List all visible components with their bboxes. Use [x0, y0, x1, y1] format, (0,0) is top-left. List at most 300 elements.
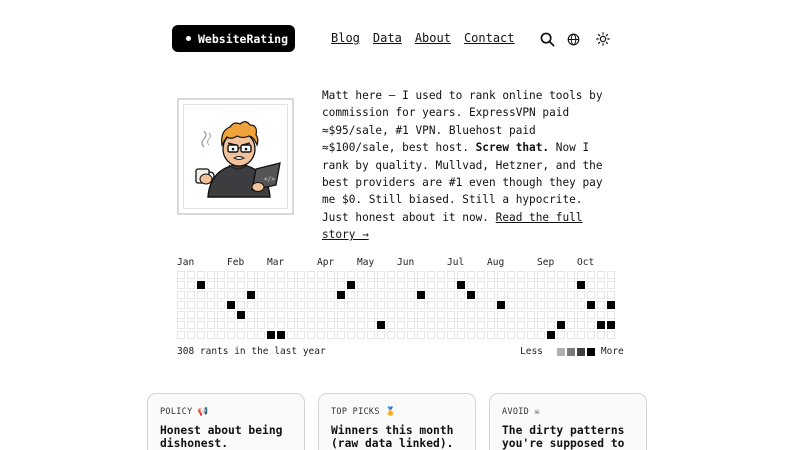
heatmap-cell-active [557, 321, 565, 329]
heatmap-cell [297, 291, 305, 299]
heatmap-cell [337, 311, 345, 319]
heatmap-cell [467, 271, 475, 279]
search-icon[interactable] [539, 31, 555, 47]
heatmap-cell [217, 311, 225, 319]
heatmap-cell [417, 331, 425, 339]
heatmap-cell [197, 331, 205, 339]
heatmap-cell-active [547, 331, 555, 339]
heatmap-cell [357, 311, 365, 319]
heatmap-cell [597, 291, 605, 299]
heatmap-cell [177, 281, 185, 289]
heatmap-cell [327, 311, 335, 319]
heatmap-cell-active [337, 291, 345, 299]
heatmap-legend [520, 346, 624, 357]
heatmap-cell [377, 281, 385, 289]
legend-swatch [557, 348, 565, 356]
heatmap-cell-active [277, 331, 285, 339]
heatmap-cell [267, 311, 275, 319]
legend-more-label: More [600, 346, 624, 357]
heatmap-cell [377, 311, 385, 319]
heatmap-cell [267, 301, 275, 309]
month-label: Apr [317, 257, 335, 268]
heatmap-cell [267, 291, 275, 299]
heatmap-cell [177, 291, 185, 299]
heatmap-cell [547, 281, 555, 289]
legend-swatch [567, 348, 575, 356]
heatmap-cell [397, 291, 405, 299]
read-full-story-link[interactable]: Read the full story → [322, 210, 583, 242]
month-label: Aug [487, 257, 505, 268]
heatmap-cell [177, 271, 185, 279]
month-label: Feb [227, 257, 245, 268]
heatmap-cell [547, 291, 555, 299]
heatmap-cell [477, 311, 485, 319]
heatmap-cell [547, 321, 555, 329]
heatmap-cell [517, 321, 525, 329]
heatmap-cell [267, 281, 275, 289]
heatmap-cell [467, 301, 475, 309]
heatmap-cell [367, 311, 375, 319]
heatmap-cell [277, 301, 285, 309]
heatmap-cell [297, 311, 305, 319]
heatmap-cell [447, 321, 455, 329]
card-top-picks[interactable] [318, 393, 476, 450]
heatmap-cell [387, 301, 395, 309]
heatmap-cell [387, 271, 395, 279]
heatmap-cell [497, 331, 505, 339]
intro-text-part1: Matt here — I used to rank online tools by commission for years. ExpressVPN paid ≈$95/sale, #1 VPN. Bluehost paid ≈$100/sale, best host. [322, 89, 603, 155]
heatmap-cell-active [267, 331, 275, 339]
heatmap-cell [177, 311, 185, 319]
heatmap-cell [407, 331, 415, 339]
card-tag: POLICY 📢 [160, 407, 209, 417]
card-policy[interactable] [147, 393, 305, 450]
heatmap-cell [377, 291, 385, 299]
card-title: Honest about being dishonest. [160, 424, 283, 450]
heatmap-cell [477, 291, 485, 299]
heatmap-cell [187, 301, 195, 309]
intro-emphasis: Screw that. [475, 141, 550, 155]
heatmap-cell [457, 291, 465, 299]
heatmap-cell [367, 301, 375, 309]
heatmap-cell [387, 281, 395, 289]
heatmap-cell [557, 331, 565, 339]
heatmap-cell [497, 311, 505, 319]
heatmap-cell [297, 321, 305, 329]
heatmap-cell [177, 321, 185, 329]
heatmap-cell [507, 331, 515, 339]
heatmap-cell [247, 271, 255, 279]
heatmap-cell [427, 311, 435, 319]
heatmap-cell [517, 311, 525, 319]
heatmap-cell [467, 281, 475, 289]
heatmap-cell [377, 271, 385, 279]
card-title: Winners this month (raw data linked). [331, 424, 454, 450]
heatmap-cell [497, 291, 505, 299]
heatmap-cell [257, 291, 265, 299]
heatmap-cell [217, 281, 225, 289]
heatmap-cell [387, 311, 395, 319]
heatmap-cell [307, 281, 315, 289]
heatmap-cell [517, 301, 525, 309]
heatmap-cell [207, 291, 215, 299]
heatmap-cell [607, 281, 615, 289]
heatmap-cell [567, 311, 575, 319]
heatmap-cell [497, 281, 505, 289]
heatmap-cell [327, 301, 335, 309]
heatmap-cell [407, 301, 415, 309]
heatmap-cell [507, 321, 515, 329]
heatmap-cell [427, 281, 435, 289]
heatmap-cell [577, 271, 585, 279]
heatmap-cell [327, 331, 335, 339]
heatmap-cell [207, 281, 215, 289]
heatmap-cell [597, 281, 605, 289]
logo-dot [186, 36, 191, 41]
heatmap-cell [187, 291, 195, 299]
heatmap-cell [437, 301, 445, 309]
heatmap-cell [357, 321, 365, 329]
heatmap-cell [457, 301, 465, 309]
heatmap-cell [537, 321, 545, 329]
heatmap-cell [407, 281, 415, 289]
heatmap-cell [467, 311, 475, 319]
heatmap-cell [447, 331, 455, 339]
heatmap-cell [497, 271, 505, 279]
heatmap-cell [547, 311, 555, 319]
heatmap-cell [227, 271, 235, 279]
heatmap-cell [197, 301, 205, 309]
heatmap-cell [517, 271, 525, 279]
heatmap-cell [427, 301, 435, 309]
legend-swatch [587, 348, 595, 356]
heatmap-cell-active [467, 291, 475, 299]
month-label: May [357, 257, 375, 268]
heatmap-cell [337, 301, 345, 309]
card-tag: TOP PICKS 🏅 [331, 407, 397, 417]
heatmap-cell [397, 271, 405, 279]
heatmap-cell [437, 321, 445, 329]
heatmap-cell [297, 301, 305, 309]
heatmap-cell [597, 311, 605, 319]
heatmap-cell [347, 271, 355, 279]
heatmap-cell [437, 311, 445, 319]
heatmap-cell [387, 321, 395, 329]
heatmap-cell [217, 331, 225, 339]
heatmap-cell [417, 301, 425, 309]
month-label: Mar [267, 257, 285, 268]
heatmap-cell [307, 301, 315, 309]
heatmap-cell [567, 281, 575, 289]
intro-text-part2: Now I rank by quality. Mullvad, Hetzner, and the best providers are #1 even though they pay me $0. Still biased. Still a hypocrite. Just honest about it now. [322, 141, 603, 224]
heatmap-cell [607, 311, 615, 319]
heatmap-cell [427, 331, 435, 339]
heatmap-cell [207, 271, 215, 279]
card-avoid[interactable] [489, 393, 647, 450]
heatmap-cell [567, 321, 575, 329]
heatmap-cell [307, 331, 315, 339]
heatmap-cell [247, 311, 255, 319]
heatmap-cell [207, 321, 215, 329]
heatmap-cell [537, 331, 545, 339]
avatar-image [183, 104, 288, 209]
heatmap-cell [207, 331, 215, 339]
heatmap-cell [357, 271, 365, 279]
rants-summary: 308 rants in the last year [177, 346, 326, 357]
heatmap-cell [427, 321, 435, 329]
heatmap-cell [487, 291, 495, 299]
heatmap-cell-active [607, 321, 615, 329]
heatmap-cell [447, 271, 455, 279]
heatmap-cell [277, 311, 285, 319]
heatmap-cell [287, 301, 295, 309]
heatmap-cell [217, 301, 225, 309]
heatmap-cell [557, 311, 565, 319]
heatmap-cell [607, 271, 615, 279]
heatmap-cell [387, 291, 395, 299]
heatmap-cell [517, 281, 525, 289]
heatmap-cell [237, 331, 245, 339]
heatmap-cell [297, 271, 305, 279]
heatmap-cell [287, 321, 295, 329]
nav-link-about[interactable]: About [414, 31, 451, 45]
heatmap-cell [557, 281, 565, 289]
heatmap-cell [567, 301, 575, 309]
heatmap-cell [357, 331, 365, 339]
svg-text:</>: </> [264, 176, 275, 183]
heatmap-cell [567, 271, 575, 279]
heatmap-cell [327, 281, 335, 289]
heatmap-cell [517, 331, 525, 339]
heatmap-cell [317, 331, 325, 339]
heatmap-cell [487, 311, 495, 319]
heatmap-cell [237, 321, 245, 329]
month-label: Oct [577, 257, 595, 268]
heatmap-cell [537, 281, 545, 289]
heatmap-cell [367, 291, 375, 299]
heatmap-cell [527, 311, 535, 319]
heatmap-cell-active [227, 301, 235, 309]
heatmap-cell [477, 331, 485, 339]
heatmap-cell [317, 281, 325, 289]
heatmap-cell [597, 271, 605, 279]
heatmap-cell [317, 311, 325, 319]
heatmap-cell [397, 331, 405, 339]
globe-icon[interactable] [565, 31, 581, 47]
heatmap-cell [257, 301, 265, 309]
heatmap-cell [487, 281, 495, 289]
heatmap-cell [227, 311, 235, 319]
heatmap-cell [327, 321, 335, 329]
heatmap-cell [307, 271, 315, 279]
heatmap-cell [487, 331, 495, 339]
heatmap-cell [577, 331, 585, 339]
heatmap-cell [217, 291, 225, 299]
heatmap-cell [337, 271, 345, 279]
heatmap-cell [577, 321, 585, 329]
heatmap-cell [367, 271, 375, 279]
heatmap-cell [507, 291, 515, 299]
nav-link-blog[interactable]: Blog [331, 31, 360, 45]
heatmap-cell [477, 281, 485, 289]
site-logo[interactable] [172, 25, 295, 52]
heatmap-cell [187, 281, 195, 289]
heatmap-cell [607, 291, 615, 299]
nav-link-data[interactable]: Data [372, 31, 402, 45]
heatmap-cell [487, 321, 495, 329]
heatmap-cell [247, 331, 255, 339]
heatmap-cell [477, 271, 485, 279]
heatmap-cell [327, 291, 335, 299]
heatmap-cell [217, 321, 225, 329]
heatmap-cell [307, 321, 315, 329]
heatmap-cell [377, 301, 385, 309]
heatmap-cell [507, 301, 515, 309]
heatmap-cell [237, 271, 245, 279]
heatmap-cell [427, 271, 435, 279]
heatmap-cell [577, 301, 585, 309]
heatmap-cell [197, 271, 205, 279]
legend-less-label: Less [520, 346, 543, 357]
heatmap-cell [347, 321, 355, 329]
heatmap-cell [207, 301, 215, 309]
heatmap-cell [277, 321, 285, 329]
heatmap-cell [237, 281, 245, 289]
heatmap-cell [417, 311, 425, 319]
heatmap-cell [587, 331, 595, 339]
heatmap-cell [177, 331, 185, 339]
heatmap-cell [357, 301, 365, 309]
heatmap-cell [527, 321, 535, 329]
heatmap-month-labels [0, 257, 800, 271]
heatmap-cell [597, 301, 605, 309]
heatmap-cell [507, 271, 515, 279]
heatmap-cell [267, 271, 275, 279]
heatmap-cell-active [247, 291, 255, 299]
heatmap-cell [477, 321, 485, 329]
card-tag: AVOID ☠ [502, 407, 540, 417]
heatmap-cell [317, 301, 325, 309]
heatmap-cell [347, 301, 355, 309]
heatmap-cell-active [417, 291, 425, 299]
heatmap-cell [337, 331, 345, 339]
heatmap-cell [517, 291, 525, 299]
heatmap-cell [537, 301, 545, 309]
month-label: Jul [447, 257, 465, 268]
heatmap-cell [257, 331, 265, 339]
heatmap-cell [357, 291, 365, 299]
heatmap-cell [587, 291, 595, 299]
heatmap-cell-active [457, 281, 465, 289]
heatmap-cell [557, 271, 565, 279]
heatmap-cell [467, 321, 475, 329]
heatmap-cell [337, 321, 345, 329]
heatmap-cell [527, 281, 535, 289]
cartoon-author-illustration [184, 105, 289, 210]
heatmap-cell [287, 291, 295, 299]
heatmap-cell [407, 291, 415, 299]
heatmap-cell [397, 311, 405, 319]
heatmap-cell [267, 321, 275, 329]
heatmap-cell [397, 321, 405, 329]
heatmap-cell [317, 291, 325, 299]
heatmap-cell [237, 291, 245, 299]
heatmap-cell [367, 321, 375, 329]
heatmap-cell [597, 331, 605, 339]
heatmap-cell-active [377, 321, 385, 329]
heatmap-cell [437, 271, 445, 279]
heatmap-cell [537, 311, 545, 319]
heatmap-cell [407, 311, 415, 319]
heatmap-cell [287, 281, 295, 289]
heatmap-cell [317, 271, 325, 279]
heatmap-cell [417, 321, 425, 329]
heatmap-cell [277, 281, 285, 289]
heatmap-cell [277, 291, 285, 299]
heatmap-cell-active [197, 281, 205, 289]
heatmap-cell [547, 301, 555, 309]
heatmap-cell [197, 291, 205, 299]
heatmap-cell [287, 271, 295, 279]
heatmap-cell [567, 291, 575, 299]
heatmap-cell [337, 281, 345, 289]
heatmap-cell [557, 301, 565, 309]
heatmap-cell [507, 281, 515, 289]
heatmap-cell [287, 331, 295, 339]
heatmap-cell [457, 331, 465, 339]
heatmap-cell [457, 271, 465, 279]
heatmap-cell [487, 271, 495, 279]
heatmap-cell [447, 311, 455, 319]
heatmap-cell [477, 301, 485, 309]
heatmap-cell [227, 321, 235, 329]
heatmap-cell [607, 331, 615, 339]
heatmap-cell [397, 281, 405, 289]
heatmap-cell [187, 311, 195, 319]
heatmap-cell [367, 281, 375, 289]
month-label: Sep [537, 257, 555, 268]
heatmap-cell [527, 291, 535, 299]
main-nav [331, 31, 515, 45]
heatmap-cell [347, 331, 355, 339]
heatmap-cell [437, 331, 445, 339]
heatmap-cell [427, 291, 435, 299]
intro-paragraph [322, 87, 612, 244]
heatmap-cell [437, 291, 445, 299]
heatmap-cell [447, 291, 455, 299]
heatmap-cell [557, 291, 565, 299]
sun-icon[interactable] [595, 31, 611, 47]
card-title: The dirty patterns you're supposed to [502, 424, 625, 450]
legend-swatch [577, 348, 585, 356]
heatmap-cell [207, 311, 215, 319]
heatmap-cell [227, 281, 235, 289]
heatmap-cell [287, 311, 295, 319]
heatmap-cell [487, 301, 495, 309]
heatmap-cell [197, 311, 205, 319]
heatmap-cell [277, 271, 285, 279]
heatmap-cell [307, 291, 315, 299]
heatmap-cell [367, 331, 375, 339]
nav-link-contact[interactable]: Contact [463, 31, 515, 45]
heatmap-cell [447, 301, 455, 309]
heatmap-cell [187, 321, 195, 329]
heatmap-cell-active [587, 301, 595, 309]
heatmap-cell [247, 321, 255, 329]
heatmap-cell [387, 331, 395, 339]
heatmap-cell [587, 281, 595, 289]
month-label: Jan [177, 257, 195, 268]
